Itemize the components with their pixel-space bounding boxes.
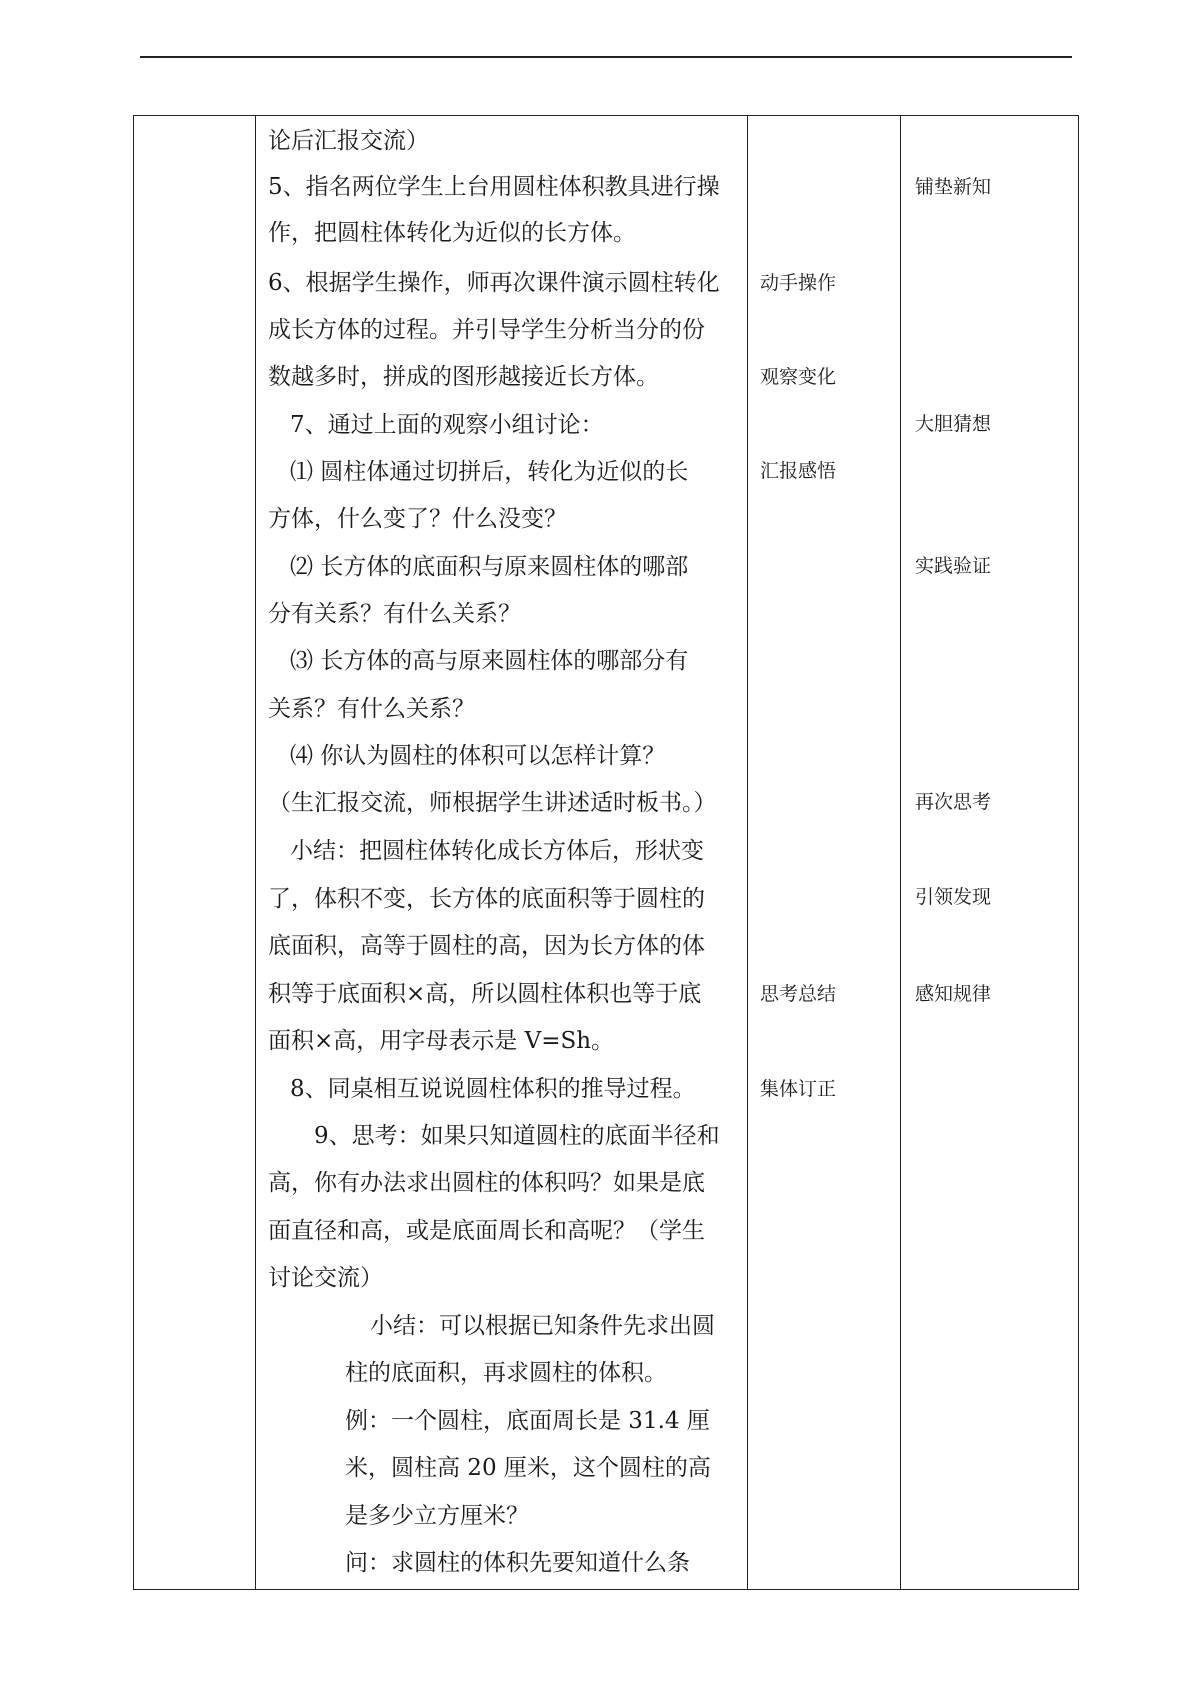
text-line: ⑷ 你认为圆柱的体积可以怎样计算？ [290, 743, 666, 769]
text-line: 高，你有办法求出圆柱的体积吗？如果是底 [268, 1170, 705, 1196]
text-line: 7、通过上面的观察小组讨论： [290, 412, 604, 438]
text-line: 面积×高，用字母表示是 V=Sh。 [268, 1028, 615, 1054]
text-line: 讨论交流） [268, 1265, 383, 1291]
column-divider-3 [900, 116, 901, 1589]
design-intent: 再次思考 [915, 791, 992, 813]
student-activity: 集体订正 [760, 1078, 837, 1100]
design-intent: 实践验证 [915, 555, 992, 577]
student-activity: 动手操作 [760, 272, 837, 294]
student-activity: 思考总结 [760, 983, 837, 1005]
text-line: 面直径和高，或是底面周长和高呢？（学生 [268, 1218, 705, 1244]
student-activity: 汇报感悟 [760, 460, 837, 482]
text-line: 米，圆柱高 20 厘米，这个圆柱的高 [345, 1455, 711, 1481]
header-rule [140, 56, 1072, 58]
text-line: ⑶ 长方体的高与原来圆柱体的哪部分有 [290, 648, 689, 674]
text-line: ⑴ 圆柱体通过切拼后，转化为近似的长 [290, 459, 689, 485]
text-line: 了，体积不变，长方体的底面积等于圆柱的 [268, 886, 705, 912]
text-line: 底面积，高等于圆柱的高，因为长方体的体 [268, 933, 705, 959]
column-divider-1 [255, 116, 256, 1589]
column-divider-2 [747, 116, 748, 1589]
text-line: 作，把圆柱体转化为近似的长方体。 [268, 220, 636, 246]
text-line: 积等于底面积×高，所以圆柱体积也等于底 [268, 981, 702, 1007]
text-line: 数越多时，拼成的图形越接近长方体。 [268, 364, 659, 390]
text-line: 例：一个圆柱，底面周长是 31.4 厘 [345, 1408, 710, 1434]
text-line: 成长方体的过程。并引导学生分析当分的份 [268, 317, 705, 343]
text-line: （生汇报交流，师根据学生讲述适时板书。） [268, 790, 717, 816]
student-activity: 观察变化 [760, 366, 837, 388]
text-line: ⑵ 长方体的底面积与原来圆柱体的哪部 [290, 554, 689, 580]
text-line: 小结：把圆柱体转化成长方体后，形状变 [290, 838, 704, 864]
design-intent: 引领发现 [915, 886, 992, 908]
design-intent: 大胆猜想 [915, 413, 992, 435]
text-line: 6、根据学生操作，师再次课件演示圆柱转化 [268, 270, 720, 296]
design-intent: 感知规律 [915, 983, 992, 1005]
text-line: 是多少立方厘米？ [345, 1503, 529, 1529]
text-line: 9、思考：如果只知道圆柱的底面半径和 [314, 1123, 720, 1149]
text-line: 小结：可以根据已知条件先求出圆 [370, 1313, 715, 1339]
text-line: 关系？有什么关系？ [268, 696, 475, 722]
text-line: 方体，什么变了？什么没变？ [268, 506, 567, 532]
text-line: 分有关系？有什么关系？ [268, 601, 521, 627]
design-intent: 铺垫新知 [915, 176, 992, 198]
text-line: 论后汇报交流） [268, 128, 429, 154]
text-line: 5、指名两位学生上台用圆柱体积教具进行操 [268, 174, 720, 200]
text-line: 8、同桌相互说说圆柱体积的推导过程。 [290, 1076, 696, 1102]
text-line: 问：求圆柱的体积先要知道什么条 [345, 1550, 690, 1576]
text-line: 柱的底面积，再求圆柱的体积。 [345, 1360, 667, 1386]
